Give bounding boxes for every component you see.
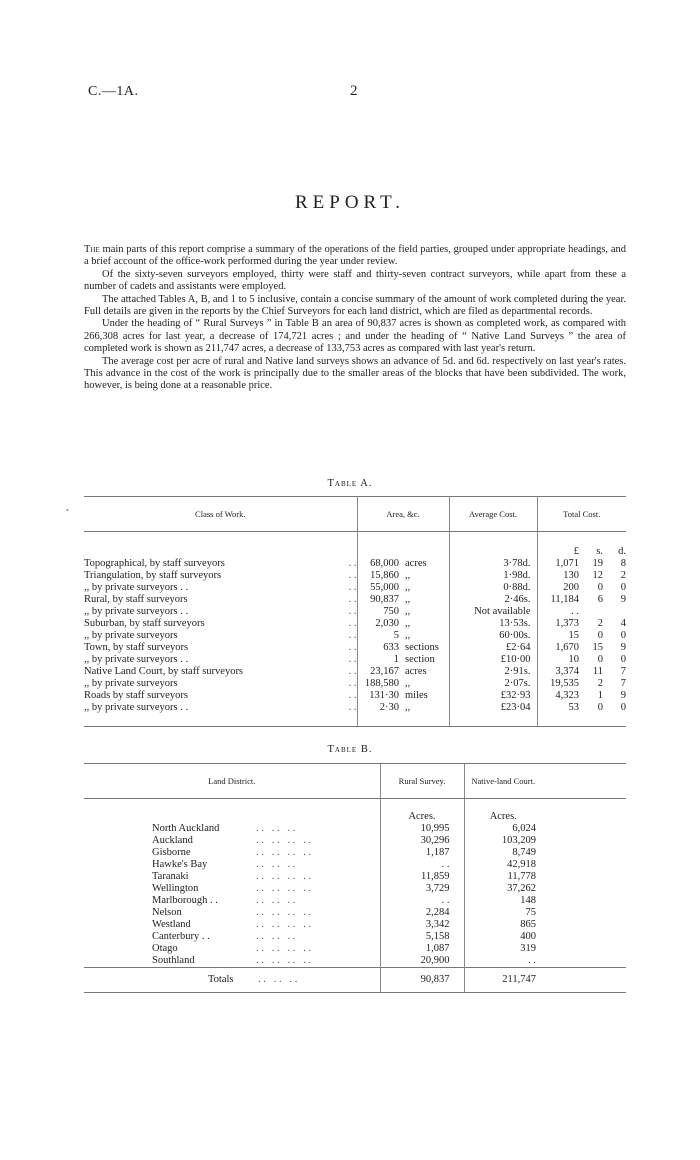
table-a-row [84,630,626,642]
total-pence: 8 [620,557,626,569]
total-pence: 0 [620,653,626,665]
total-pence: 0 [620,701,626,713]
native-land-value: 211,747 [464,968,542,993]
area-value: 188,580 [357,678,403,690]
total-pounds: 4,323 [537,690,579,702]
row-leader: . . . . . . . . [256,835,312,846]
district-name: Gisborne [152,847,191,858]
area-unit: acres [405,665,427,677]
row-leader: . . [348,629,357,641]
area-value: 750 [357,606,403,618]
table-b-row [84,907,626,919]
table-b-header-district: Land District. [84,764,380,799]
table-a [84,496,626,727]
total-pence: 4 [620,617,626,629]
table-a-row [84,678,626,690]
district-name: Wellington [152,883,199,894]
table-a-row [84,690,626,702]
native-land-value: 103,209 [464,835,542,847]
native-land-value: 11,778 [464,871,542,883]
rural-survey-value: 10,995 [380,823,464,835]
row-leader: . . [348,677,357,689]
total-shillings: 0 [597,653,603,665]
district-cell [84,919,380,931]
rural-survey-value: . . [380,895,464,907]
rural-survey-value: 20,900 [380,955,464,968]
average-cost: £32·93 [449,690,537,702]
native-land-value: 6,024 [464,823,542,835]
total-shillings: 12 [592,569,603,581]
table-b-unit-rural: Acres. [380,811,464,823]
row-leader: . . . . . . . . [256,871,312,882]
row-leader: . . [348,701,357,713]
total-pounds: 10 [537,654,579,666]
row-leader: . . [348,569,357,581]
rural-survey-value: 1,087 [380,943,464,955]
class-of-work: ,, by private surveyors . . [84,701,189,713]
district-cell [84,955,380,968]
rural-survey-value: 3,342 [380,919,464,931]
table-a-header-average: Average Cost. [449,497,537,532]
district-name: Hawke's Bay [152,859,208,870]
area-value: 68,000 [357,558,403,570]
total-pounds: 1,071 [537,558,579,570]
row-leader: . . [348,641,357,653]
district-name: Otago [152,943,178,954]
native-land-value: 8,749 [464,847,542,859]
row-leader: . . . . . . . . [256,883,312,894]
paragraph-3: The attached Tables A, B, and 1 to 5 inclusive, contain a concise summary of the amount of work completed during the year. Full details are given in the reports by the Chief Surveyors for each land district, which are filed as departmental records. [84,293,626,318]
area-value: 1 [357,654,403,666]
native-land-value: 865 [464,919,542,931]
area-unit: miles [405,689,428,701]
total-pence: 9 [620,641,626,653]
total-pence: 0 [620,581,626,593]
area-unit: section [405,653,435,665]
total-shillings: 11 [592,665,603,677]
table-a-header-total: Total Cost. [537,497,626,532]
district-cell [84,847,380,859]
total-pounds: 1,373 [537,618,579,630]
total-shillings: 19 [592,557,603,569]
class-of-work: ,, by private surveyors [84,677,178,689]
average-cost: 2·91s. [449,666,537,678]
paragraph-1: The main parts of this report comprise a summary of the operations of the field parties, grouped under appropriate headings, and a brief account of the office-work performed during the year under review. [84,244,626,268]
row-leader: . . [348,689,357,701]
class-of-work: Suburban, by staff surveyors [84,617,205,629]
rural-survey-value: 5,158 [380,931,464,943]
total-pounds: 3,374 [537,666,579,678]
class-of-work: Triangulation, by staff surveyors [84,569,222,581]
rural-survey-value: 30,296 [380,835,464,847]
table-a-row [84,654,626,666]
average-cost: Not available [449,606,537,618]
district-name: Canterbury . . [152,931,210,942]
row-leader: . . [348,557,357,569]
area-unit: ,, [405,581,411,593]
table-b-header-rural: Rural Survey. [380,764,464,799]
native-land-value: 400 [464,931,542,943]
average-cost: £2·64 [449,642,537,654]
average-cost: 0·88d. [449,582,537,594]
total-pounds: 11,184 [537,594,579,606]
table-a-row [84,582,626,594]
district-name: Auckland [152,835,193,846]
row-leader: . . [348,665,357,677]
rural-survey-value: 2,284 [380,907,464,919]
total-pence: 0 [620,629,626,641]
row-leader: . . [348,617,357,629]
table-b-unit-native: Acres. [464,811,542,823]
total-shillings: 0 [597,629,603,641]
district-name: Westland [152,919,191,930]
row-leader: . . . . . . [256,931,296,942]
class-of-work: ,, by private surveyors . . [84,653,189,665]
table-a-row [84,594,626,606]
district-name: Taranaki [152,871,189,882]
average-cost: 2·07s. [449,678,537,690]
total-pounds: 15 [537,630,579,642]
native-land-value: 319 [464,943,542,955]
total-shillings: 15 [592,641,603,653]
area-unit: ,, [405,605,411,617]
class-of-work: ,, by private surveyors [84,629,178,641]
row-leader: . . . . . . [256,859,296,870]
row-leader: . . [348,653,357,665]
area-value: 5 [357,630,403,642]
native-land-value: 37,262 [464,883,542,895]
average-cost: 3·78d. [449,558,537,570]
row-leader: . . . . . . . . [256,907,312,918]
table-b [84,763,626,993]
area-unit: ,, [405,629,411,641]
average-cost: £23·04 [449,702,537,714]
paragraph-5: The average cost per acre of rural and Native land surveys shows an advance of 5d. and 6d. respectively on last year's rates. This advance in the cost of the work is principally due to the smaller areas of the blocks that have been subdivided. The work, however, is being done at a reasonable price. [84,355,626,392]
total-shillings: 6 [597,593,603,605]
currency-shillings: s. [596,545,603,557]
area-unit: ,, [405,569,411,581]
row-leader: . . . . . . . . [256,955,312,966]
total-pence: 9 [620,689,626,701]
district-cell [84,871,380,883]
area-value: 55,000 [357,582,403,594]
total-pence [603,606,626,618]
area-value: 15,860 [357,570,403,582]
area-value: 633 [357,642,403,654]
margin-mark: • [66,506,69,515]
rural-survey-value: 1,187 [380,847,464,859]
total-pence: 9 [620,593,626,605]
native-land-value: 148 [464,895,542,907]
area-value: 23,167 [357,666,403,678]
area-value: 2,030 [357,618,403,630]
table-a-header-class: Class of Work. [84,497,357,532]
total-pounds: 53 [537,702,579,714]
table-b-caption: Table B. [327,744,373,755]
total-pounds: . . [537,606,579,618]
rural-survey-value: 90,837 [380,968,464,993]
row-leader: . . . . . . . . [256,919,312,930]
document-reference: C.—1A. [88,84,139,99]
table-b-row [84,895,626,907]
total-pounds: 130 [537,570,579,582]
currency-pence: d. [618,545,626,557]
row-leader: . . . . . . [256,823,296,834]
class-of-work: Town, by staff surveyors [84,641,189,653]
area-value: 2·30 [357,702,403,714]
report-body [84,244,626,393]
average-cost: 13·53s. [449,618,537,630]
class-of-work: Rural, by staff surveyors [84,593,188,605]
paragraph-2: Of the sixty-seven surveyors employed, thirty were staff and thirty-seven contract surveyors, while apart from these a number of cadets and assistants were employed. [84,268,626,293]
total-pounds: 19,535 [537,678,579,690]
class-of-work: ,, by private surveyors . . [84,581,189,593]
total-shillings: 2 [597,677,603,689]
class-of-work: ,, by private surveyors . . [84,605,189,617]
paragraph-4: Under the heading of “ Rural Surveys ” in Table B an area of 90,837 acres is shown as completed work, as compared with 266,308 acres for last year, a decrease of 174,721 acres ; and under the heading of “ Native Land Surveys ” the area of completed work is shown as 211,747 acres, a decrease of 133,753 acres as compared with last year's return. [84,318,626,355]
area-unit: sections [405,641,439,653]
report-title: REPORT. [294,192,406,213]
row-leader: . . . . . . [258,974,298,985]
table-a-header-area: Area, &c. [357,497,449,532]
class-of-work: Native Land Court, by staff surveyors [84,665,244,677]
district-cell [84,907,380,919]
table-b-row [84,823,626,835]
native-land-value: 75 [464,907,542,919]
total-shillings [579,606,603,618]
average-cost: 2·46s. [449,594,537,606]
district-cell [84,943,380,955]
totals-label: Totals [208,974,234,985]
district-name: Marlborough . . [152,895,218,906]
native-land-value: . . [464,955,542,968]
district-cell [84,883,380,895]
table-a-row [84,618,626,630]
average-cost: £10·00 [449,654,537,666]
area-unit: ,, [405,701,411,713]
average-cost: 60·00s. [449,630,537,642]
row-leader: . . . . . . [256,895,296,906]
table-b-row [84,883,626,895]
row-leader: . . [348,605,357,617]
rural-survey-value: 11,859 [380,871,464,883]
average-cost: 1·98d. [449,570,537,582]
native-land-value: 42,918 [464,859,542,871]
rural-survey-value: . . [380,859,464,871]
row-leader: . . [348,593,357,605]
table-b-totals-row [84,968,626,993]
class-of-work: Roads by staff surveyors [84,689,188,701]
table-a-row [84,606,626,618]
table-a-row [84,702,626,714]
table-b-row [84,919,626,931]
area-value: 131·30 [357,690,403,702]
total-pence: 7 [620,677,626,689]
area-value: 90,837 [357,594,403,606]
table-b-row [84,955,626,968]
district-name: Southland [152,955,195,966]
page-number: 2 [350,83,358,99]
total-pence: 2 [620,569,626,581]
district-cell [84,931,380,943]
area-unit: ,, [405,593,411,605]
table-b-row [84,835,626,847]
district-cell [84,968,380,993]
total-shillings: 0 [597,701,603,713]
table-b-header-native: Native-land Court. [464,764,542,799]
district-cell [84,895,380,907]
district-cell [84,823,380,835]
total-shillings: 2 [597,617,603,629]
table-b-row [84,943,626,955]
row-leader: . . . . . . . . [256,847,312,858]
class-of-work: Topographical, by staff surveyors [84,557,225,569]
row-leader: . . [348,581,357,593]
total-shillings: 1 [597,689,603,701]
total-shillings: 0 [597,581,603,593]
district-name: North Auckland [152,823,220,834]
currency-pounds: £ [537,546,579,558]
table-a-row [84,558,626,570]
table-a-row [84,642,626,654]
total-pence: 7 [620,665,626,677]
area-unit: ,, [405,617,411,629]
district-cell [84,859,380,871]
table-a-row [84,570,626,582]
district-name: Nelson [152,907,182,918]
table-b-row [84,931,626,943]
area-unit: ,, [405,677,411,689]
row-leader: . . . . . . . . [256,943,312,954]
table-a-row [84,666,626,678]
district-cell [84,835,380,847]
total-pounds: 200 [537,582,579,594]
total-pounds: 1,670 [537,642,579,654]
area-unit: acres [405,557,427,569]
table-b-row [84,859,626,871]
table-b-row [84,847,626,859]
table-b-row [84,871,626,883]
rural-survey-value: 3,729 [380,883,464,895]
table-a-caption: Table A. [327,478,373,489]
